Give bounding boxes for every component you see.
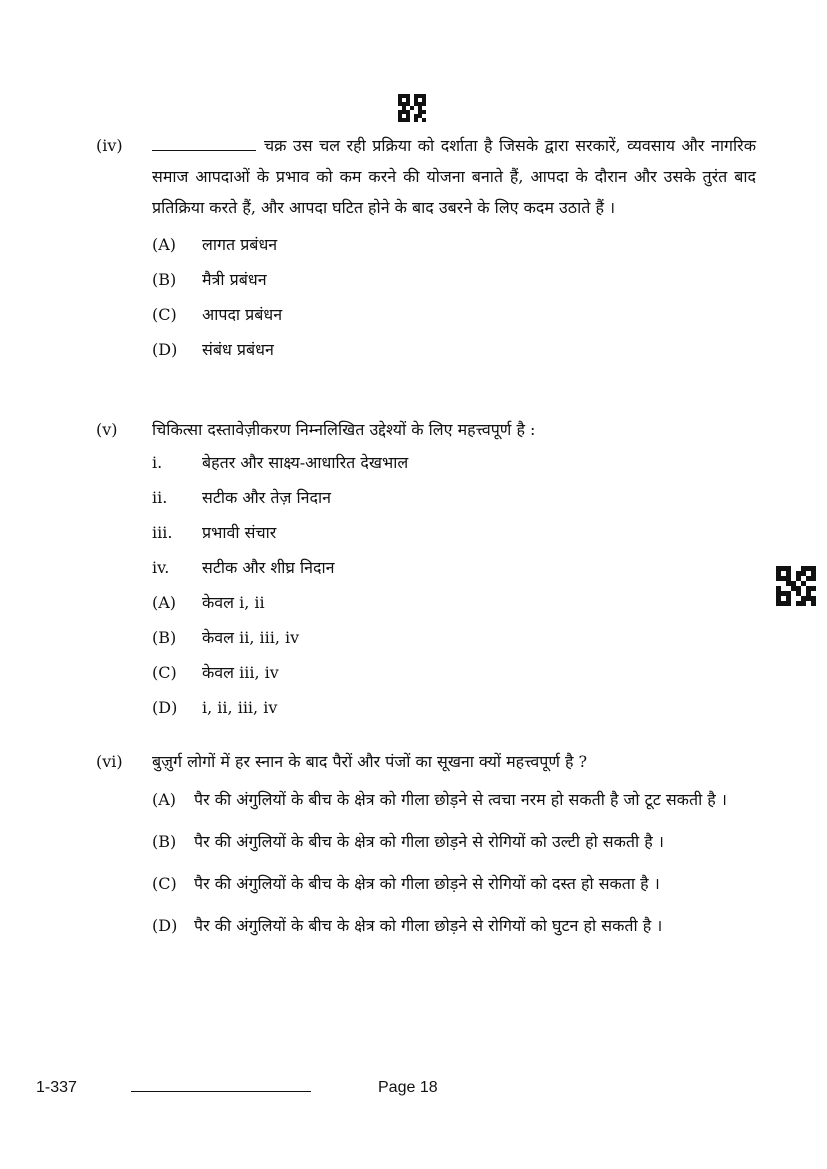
question-stem: चक्र उस चल रही प्रक्रिया को दर्शाता है जिसके द्वारा सरकारें, व्यवसाय और नागरिक समाज आपदाओं के प्रभाव को कम करने की योजना बनाते हैं, आपदा के दौरान और उसके तुरंत बाद प्रतिक्रिया करते हैं, और आपदा घटित होने के बाद उबरने के लिए कदम उठाते हैं ।	[152, 136, 756, 217]
option-text: पैर की अंगुलियों के बीच के क्षेत्र को गीला छोड़ने से रोगियों को घुटन हो सकती है ।	[194, 916, 663, 935]
item-text: सटीक और शीघ्र निदान	[202, 558, 335, 577]
option-text: पैर की अंगुलियों के बीच के क्षेत्र को गीला छोड़ने से रोगियों को दस्त हो सकता है ।	[194, 874, 660, 893]
question-stem: बुज़ुर्ग लोगों में हर स्नान के बाद पैरों और पंजों का सूखना क्यों महत्त्वपूर्ण है ?	[152, 752, 588, 771]
question-number: (iv)	[96, 136, 123, 155]
qr-code-side	[776, 566, 816, 606]
option-d[interactable]	[152, 690, 756, 725]
option-text: केवल iii, iv	[202, 663, 279, 682]
option-label: (B)	[152, 628, 177, 647]
item-label: ii.	[152, 488, 168, 507]
question-number: (v)	[96, 420, 118, 439]
option-label: (A)	[152, 593, 177, 612]
item-text: बेहतर और साक्ष्य-आधारित देखभाल	[202, 453, 409, 472]
option-text: आपदा प्रबंधन	[202, 305, 283, 324]
option-d[interactable]	[152, 909, 756, 943]
page-number: Page 18	[378, 1079, 438, 1096]
option-c[interactable]	[152, 655, 756, 690]
item-label: iv.	[152, 558, 170, 577]
option-label: (C)	[152, 305, 177, 324]
option-text: पैर की अंगुलियों के बीच के क्षेत्र को गीला छोड़ने से रोगियों को उल्टी हो सकती है ।	[194, 832, 664, 851]
option-label: (A)	[152, 790, 177, 809]
item-text: सटीक और तेज़ निदान	[202, 488, 332, 507]
qr-code-top	[398, 94, 426, 122]
option-d[interactable]	[152, 332, 756, 367]
option-label: (D)	[152, 340, 178, 359]
statement-item	[152, 445, 756, 480]
item-label: iii.	[152, 523, 173, 542]
answer-blank	[152, 136, 256, 151]
option-label: (D)	[152, 698, 178, 717]
footer-rule	[131, 1091, 311, 1092]
option-label: (B)	[152, 832, 177, 851]
option-b[interactable]	[152, 825, 756, 859]
option-c[interactable]	[152, 297, 756, 332]
option-a[interactable]	[152, 783, 756, 817]
option-label: (B)	[152, 270, 177, 289]
option-text: केवल ii, iii, iv	[202, 628, 300, 647]
option-text: लागत प्रबंधन	[202, 235, 278, 254]
option-text: संबंध प्रबंधन	[202, 340, 274, 359]
option-a[interactable]	[152, 585, 756, 620]
paper-code: 1-337	[36, 1079, 77, 1096]
option-text: i, ii, iii, iv	[202, 698, 278, 717]
option-text: मैत्री प्रबंधन	[202, 270, 267, 289]
statement-item	[152, 480, 756, 515]
option-c[interactable]	[152, 867, 756, 901]
question-stem: चिकित्सा दस्तावेज़ीकरण निम्नलिखित उद्देश्यों के लिए महत्त्वपूर्ण है :	[152, 420, 536, 439]
option-text: केवल i, ii	[202, 593, 265, 612]
option-label: (C)	[152, 663, 177, 682]
option-label: (A)	[152, 235, 177, 254]
item-text: प्रभावी संचार	[202, 523, 277, 542]
page-footer	[0, 1079, 827, 1105]
item-label: i.	[152, 453, 163, 472]
option-label: (C)	[152, 874, 177, 893]
option-a[interactable]	[152, 227, 756, 262]
statement-item	[152, 515, 756, 550]
statement-item	[152, 550, 756, 585]
question-number: (vi)	[96, 752, 123, 771]
option-b[interactable]	[152, 620, 756, 655]
option-b[interactable]	[152, 262, 756, 297]
option-text: पैर की अंगुलियों के बीच के क्षेत्र को गीला छोड़ने से त्वचा नरम हो सकती है जो टूट सकती है ।	[194, 790, 727, 809]
option-label: (D)	[152, 916, 178, 935]
